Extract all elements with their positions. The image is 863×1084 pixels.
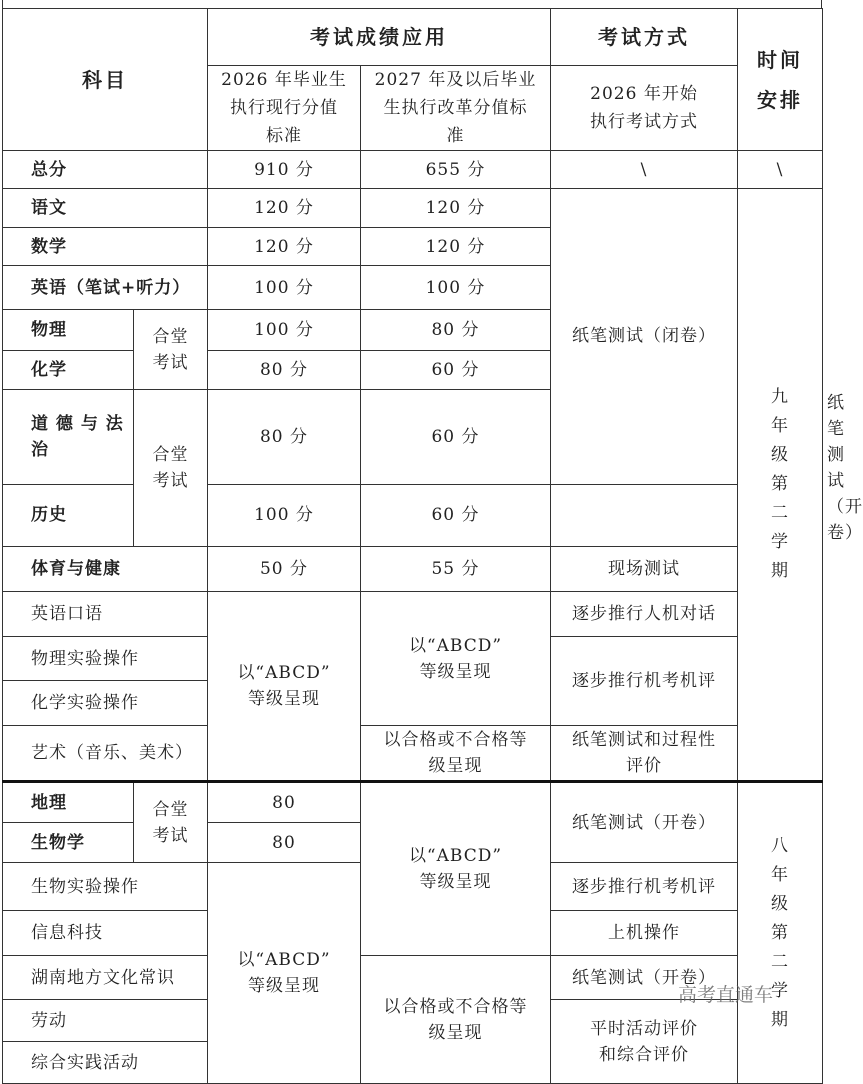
- exam-reform-table: 科目 考试成绩应用 考试方式 时间 安排 2026 年毕业生 执行现行分值 标准 2027 年及以后毕业 生执行改革分值标 准 2026 年开始 执行考试方式 总分 910 分 655 分 \ \ 语文 120 分 120 分 纸笔测试（闭卷） 九 年 级 第 二 学 期 数学 120 分 120 分 英语（笔试+听力） 100 分 100 分 物理 合堂 考试 100 分 80 分 化学 80 分 60 分 道 德 与 法 治 合堂 考试 80 分 60 分 纸笔测试（开卷） 历史 100 分 60 分 体育与健康 50 分 55 分 现场测试 英语口语 以“ABCD” 等级呈现 以“ABCD” 等级呈现 逐步推行人机对话 物理实验操作 逐步推行机考机评 化学实验操作 艺术（音乐、美术） 以合格或不合格等 级呈现 纸笔测试和过程性 评价 地理 合堂 考试 80 以“ABCD” 等级呈现 纸笔测试（开卷） 八 年 级 第 二 学 期 生物学 80 生物实验操作 以“ABCD” 等级呈现 逐步推行机考机评 信息科技 上机操作 湖南地方文化常识 以合格或不合格等 级呈现 纸笔测试（开卷） 劳动 平时活动评价 和综合评价 综合实践活动: [2, 8, 823, 1084]
- cell: 上机操作: [551, 911, 738, 956]
- cell: 60 分: [361, 351, 551, 390]
- cell: 逐步推行机考机评: [551, 863, 738, 911]
- row-name: 艺术（音乐、美术）: [3, 726, 208, 782]
- abcd-grade: 以“ABCD” 等级呈现: [208, 863, 361, 1084]
- cell: 120 分: [208, 228, 361, 266]
- cell: 120 分: [208, 189, 361, 228]
- row-name: 生物学: [3, 823, 134, 863]
- row-name: 物理实验操作: [3, 637, 208, 681]
- cell: 100 分: [208, 484, 361, 546]
- cell: \: [551, 151, 738, 189]
- row-name: 语文: [3, 189, 208, 228]
- row-name: 地理: [3, 782, 134, 823]
- cell: 100 分: [208, 266, 361, 310]
- time-grade9: 九 年 级 第 二 学 期: [738, 189, 823, 782]
- row-total-name: 总分: [3, 151, 208, 189]
- header-schedule: 时间 安排: [738, 9, 823, 151]
- row-name: 体育与健康: [3, 547, 208, 592]
- row-name: 历史: [3, 484, 134, 546]
- row-name: 生物实验操作: [3, 863, 208, 911]
- method-activity: 平时活动评价 和综合评价: [551, 1000, 738, 1084]
- cell: 120 分: [361, 189, 551, 228]
- header-method-2026: 2026 年开始 执行考试方式: [551, 66, 738, 151]
- combined-exam: 合堂 考试: [134, 310, 208, 390]
- cell: 80: [208, 823, 361, 863]
- cell: 100 分: [208, 310, 361, 351]
- cell: 纸笔测试（开卷）: [551, 956, 738, 1000]
- cell: 纸笔测试和过程性 评价: [551, 726, 738, 782]
- abcd-grade: 以“ABCD” 等级呈现: [361, 782, 551, 956]
- row-name: 物理: [3, 310, 134, 351]
- passfail-grade: 以合格或不合格等 级呈现: [361, 956, 551, 1084]
- header-exam-method: 考试方式: [551, 9, 738, 66]
- header-2027: 2027 年及以后毕业 生执行改革分值标 准: [361, 66, 551, 151]
- cell: 50 分: [208, 547, 361, 592]
- header-score-application: 考试成绩应用: [208, 9, 551, 66]
- watermark: 高考直通车: [678, 984, 774, 1006]
- cell: 80 分: [208, 390, 361, 485]
- cell: 60 分: [361, 484, 551, 546]
- row-name: 数学: [3, 228, 208, 266]
- combined-exam: 合堂 考试: [134, 390, 208, 547]
- cell: 120 分: [361, 228, 551, 266]
- abcd-grade: 以“ABCD” 等级呈现: [361, 592, 551, 726]
- time-grade8: 八 年 级 第 二 学 期: [738, 782, 823, 1084]
- cell: 55 分: [361, 547, 551, 592]
- passfail-grade: 以合格或不合格等 级呈现: [361, 726, 551, 782]
- row-name: 化学: [3, 351, 134, 390]
- cell: 910 分: [208, 151, 361, 189]
- row-name: 综合实践活动: [3, 1042, 208, 1084]
- cell: \: [738, 151, 823, 189]
- cell: 655 分: [361, 151, 551, 189]
- header-2026: 2026 年毕业生 执行现行分值 标准: [208, 66, 361, 151]
- row-name: 湖南地方文化常识: [3, 956, 208, 1000]
- top-border: [2, 0, 822, 8]
- cell: 80: [208, 782, 361, 823]
- abcd-grade: 以“ABCD” 等级呈现: [208, 592, 361, 782]
- row-name: 化学实验操作: [3, 681, 208, 726]
- header-subject: 科目: [3, 9, 208, 151]
- cell: 现场测试: [551, 547, 738, 592]
- method-open: 纸笔测试（开卷）: [551, 782, 738, 863]
- cell: 100 分: [361, 266, 551, 310]
- row-name: 劳动: [3, 1000, 208, 1042]
- row-name: 道 德 与 法 治: [3, 390, 134, 485]
- row-name: 英语（笔试+听力）: [3, 266, 208, 310]
- method-machine: 逐步推行机考机评: [551, 637, 738, 726]
- cell: 60 分: [361, 390, 551, 485]
- row-name: 英语口语: [3, 592, 208, 637]
- row-name: 信息科技: [3, 911, 208, 956]
- cell: 80 分: [361, 310, 551, 351]
- combined-exam: 合堂 考试: [134, 782, 208, 863]
- cell: 80 分: [208, 351, 361, 390]
- cell: 逐步推行人机对话: [551, 592, 738, 637]
- method-closed: 纸笔测试（闭卷）: [551, 189, 738, 485]
